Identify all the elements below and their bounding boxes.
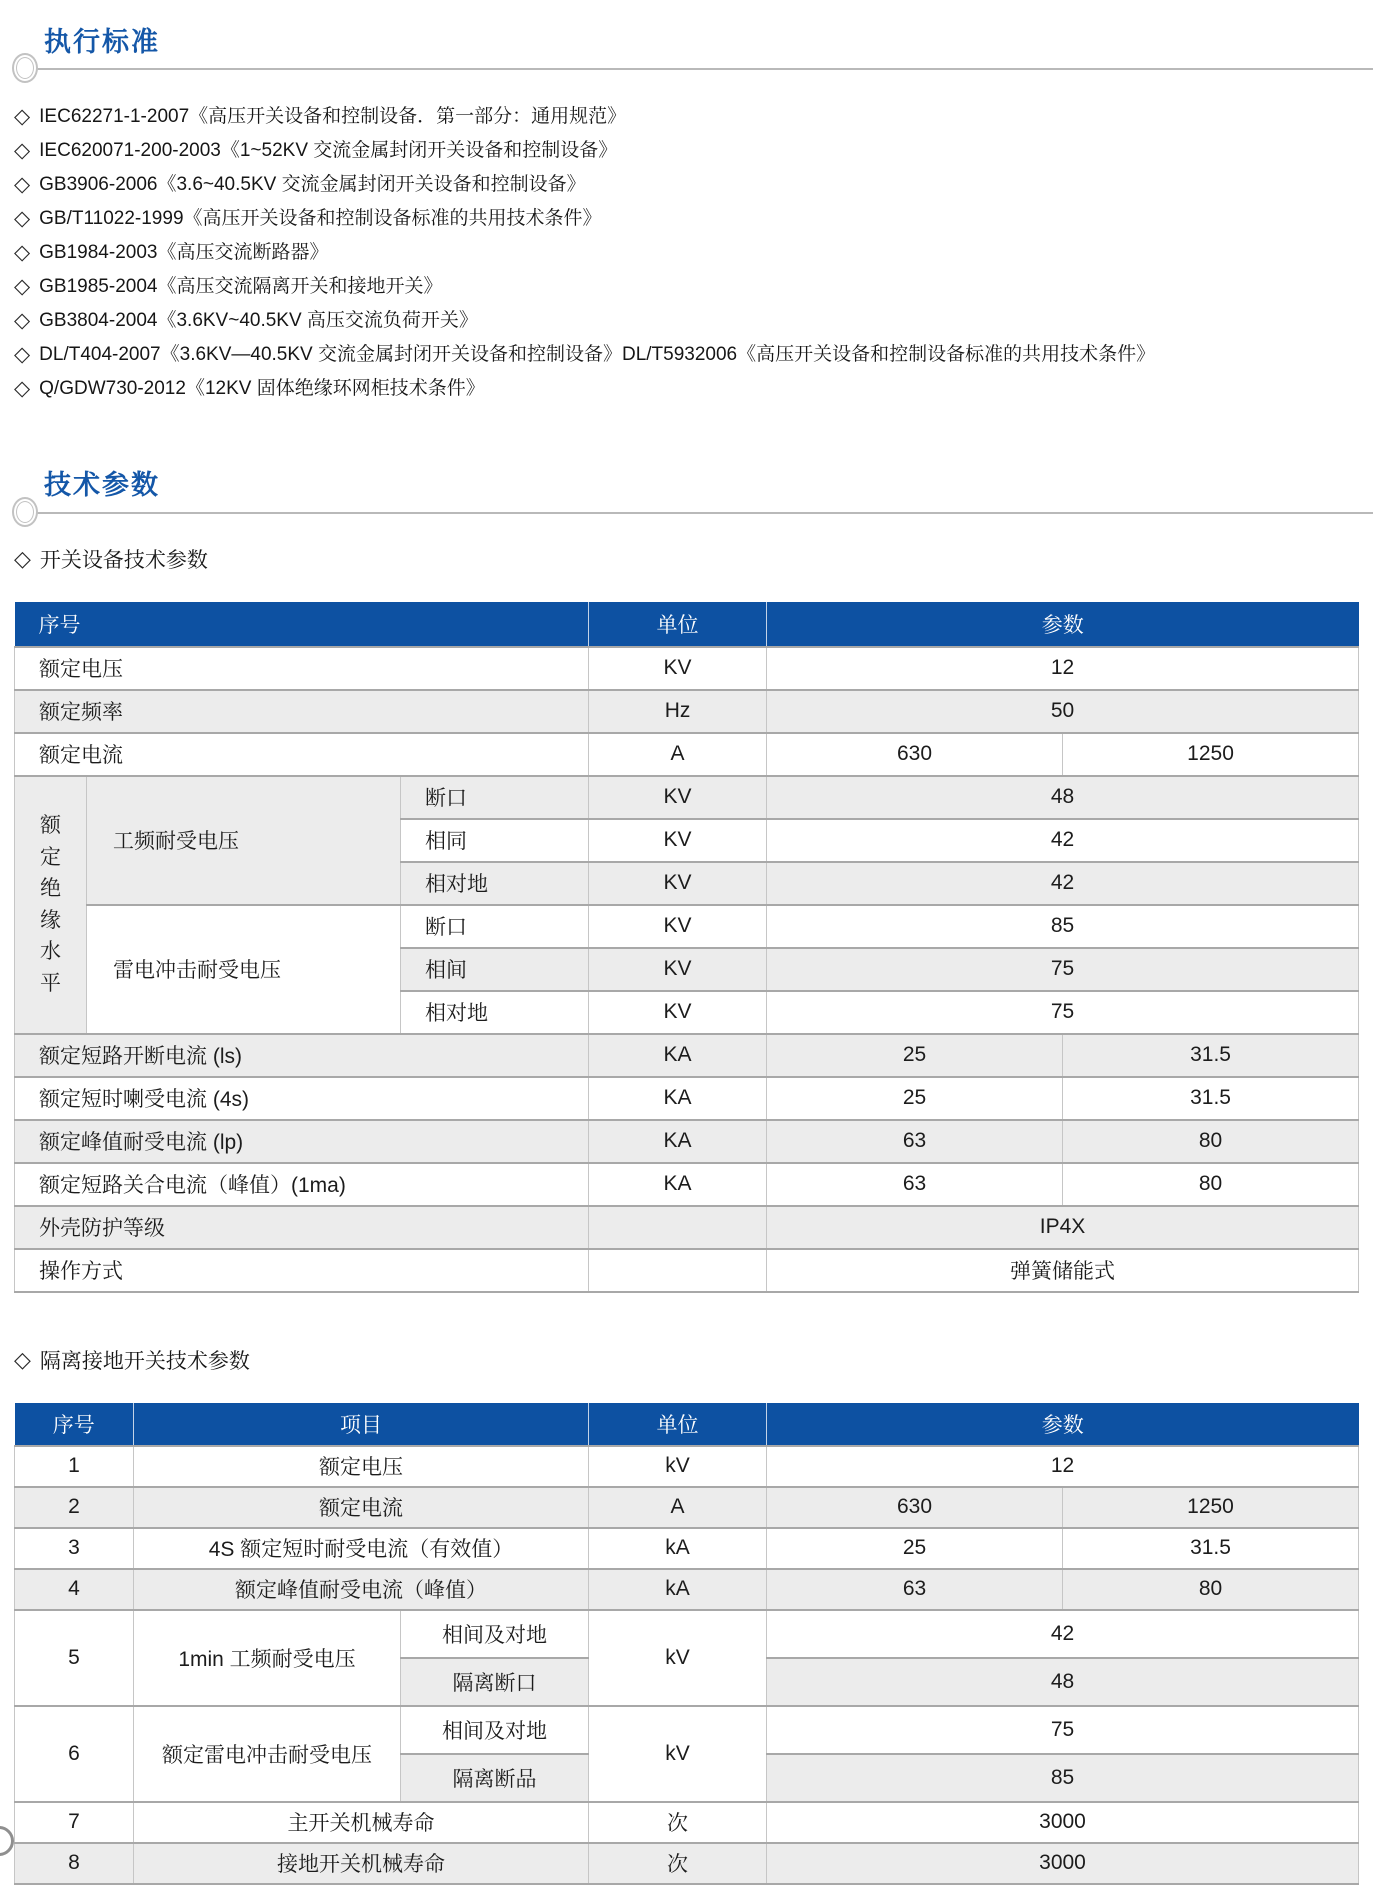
value-cell: 3000 xyxy=(767,1802,1359,1843)
unit-cell: KA xyxy=(589,1120,767,1163)
value-cell: 弹簧储能式 xyxy=(767,1249,1359,1292)
no-cell: 3 xyxy=(15,1528,134,1569)
value-cell: 12 xyxy=(767,1446,1359,1487)
sub-label-cell: 相间 xyxy=(401,948,589,991)
sub-label-cell: 相同 xyxy=(401,819,589,862)
param-name-cell: 4S 额定短时耐受电流（有效值） xyxy=(134,1528,589,1569)
switchgear-params-table xyxy=(14,602,1359,1293)
value-cell: 80 xyxy=(1063,1163,1359,1206)
value-cell: 630 xyxy=(767,1487,1063,1528)
group-name-cell: 雷电冲击耐受电压 xyxy=(87,905,401,1034)
param-name-cell: 外壳防护等级 xyxy=(15,1206,589,1249)
section-header-standards xyxy=(14,26,1358,70)
sub-label-cell: 隔离断口 xyxy=(401,1658,589,1706)
standard-text: DL/T404-2007《3.6KV—40.5KV 交流金属封闭开关设备和控制设备》DL/T5932006《高压开关设备和控制设备标准的共用技术条件》 xyxy=(39,344,1156,366)
subtitle-text: 开关设备技术参数 xyxy=(39,548,208,572)
unit-cell: kV xyxy=(589,1446,767,1487)
sub-label-cell: 相对地 xyxy=(401,991,589,1034)
vertical-label: 额定绝缘水平 xyxy=(40,814,61,995)
value-cell: 80 xyxy=(1063,1120,1359,1163)
table-row xyxy=(15,1077,1359,1120)
section-title-standards: 执行标准 xyxy=(44,27,160,57)
partial-ring-decoration xyxy=(0,1826,14,1856)
value-cell: 31.5 xyxy=(1063,1077,1359,1120)
standard-text: GB1985-2004《高压交流隔离开关和接地开关》 xyxy=(39,276,443,298)
param-name-cell: 操作方式 xyxy=(15,1249,589,1292)
table-row xyxy=(15,733,1359,776)
no-cell: 6 xyxy=(15,1706,134,1802)
table-row xyxy=(15,1206,1359,1249)
section-ring-icon xyxy=(12,497,38,527)
section-ring-icon xyxy=(12,53,38,83)
value-cell: IP4X xyxy=(767,1206,1359,1249)
value-cell: 75 xyxy=(767,991,1359,1034)
unit-cell: KA xyxy=(589,1163,767,1206)
group-name-cell: 额定雷电冲击耐受电压 xyxy=(134,1706,401,1802)
table-row xyxy=(15,1249,1359,1292)
sub-label-cell: 相间及对地 xyxy=(401,1706,589,1754)
header-cell-no: 序号 xyxy=(15,1403,134,1446)
standard-item xyxy=(14,310,1358,331)
value-cell: 80 xyxy=(1063,1569,1359,1610)
param-name-cell: 额定短时喇受电流 (4s) xyxy=(15,1077,589,1120)
unit-cell: A xyxy=(589,1487,767,1528)
diamond-bullet-icon: ◇ xyxy=(14,139,31,163)
value-cell: 31.5 xyxy=(1063,1528,1359,1569)
value-cell: 25 xyxy=(767,1034,1063,1077)
subtitle-switchgear xyxy=(14,544,1358,574)
standard-text: GB1984-2003《高压交流断路器》 xyxy=(39,242,329,264)
param-name-cell: 额定峰值耐受电流 (lp) xyxy=(15,1120,589,1163)
no-cell: 1 xyxy=(15,1446,134,1487)
unit-cell: kV xyxy=(589,1706,767,1802)
param-name-cell: 额定频率 xyxy=(15,690,589,733)
diamond-bullet-icon: ◇ xyxy=(14,309,31,333)
standard-text: IEC62271-1-2007《高压开关设备和控制设备．第一部分：通用规范》 xyxy=(39,106,627,128)
value-cell: 63 xyxy=(767,1569,1063,1610)
table-row xyxy=(15,1487,1359,1528)
section-header-tech-params xyxy=(14,469,1358,513)
group-name-cell: 工频耐受电压 xyxy=(87,776,401,905)
standard-text: Q/GDW730-2012《12KV 固体绝缘环网柜技术条件》 xyxy=(39,378,485,400)
standard-text: IEC620071-200-2003《1~52KV 交流金属封闭开关设备和控制设备》 xyxy=(39,140,618,162)
group-name-cell: 1min 工频耐受电压 xyxy=(134,1610,401,1706)
table-row xyxy=(15,1034,1359,1077)
header-cell-unit: 单位 xyxy=(589,602,767,647)
table-row xyxy=(15,690,1359,733)
standard-text: GB/T11022-1999《高压开关设备和控制设备标准的共用技术条件》 xyxy=(39,208,602,230)
header-cell-param: 参数 xyxy=(767,602,1359,647)
subtitle-text: 隔离接地开关技术参数 xyxy=(39,1349,250,1373)
unit-cell: KV xyxy=(589,905,767,948)
diamond-bullet-icon: ◇ xyxy=(14,275,31,299)
value-cell: 50 xyxy=(767,690,1359,733)
standard-item xyxy=(14,378,1358,399)
table-row xyxy=(15,1120,1359,1163)
unit-cell: KA xyxy=(589,1077,767,1120)
sub-label-cell: 相间及对地 xyxy=(401,1610,589,1658)
param-name-cell: 额定电流 xyxy=(134,1487,589,1528)
table-row xyxy=(15,1802,1359,1843)
table-row xyxy=(15,1569,1359,1610)
no-cell: 5 xyxy=(15,1610,134,1706)
unit-cell: KA xyxy=(589,1034,767,1077)
value-cell: 63 xyxy=(767,1120,1063,1163)
standard-text: GB3804-2004《3.6KV~40.5KV 高压交流负荷开关》 xyxy=(39,310,478,332)
value-cell: 630 xyxy=(767,733,1063,776)
table-row xyxy=(15,1610,1359,1658)
value-cell: 85 xyxy=(767,1754,1359,1802)
table-row xyxy=(15,776,1359,819)
standard-item xyxy=(14,276,1358,297)
sub-label-cell: 断口 xyxy=(401,776,589,819)
no-cell: 4 xyxy=(15,1569,134,1610)
standard-item xyxy=(14,242,1358,263)
standard-item xyxy=(14,208,1358,229)
unit-cell: kA xyxy=(589,1528,767,1569)
param-name-cell: 主开关机械寿命 xyxy=(134,1802,589,1843)
section-divider xyxy=(34,512,1373,514)
sub-label-cell: 隔离断品 xyxy=(401,1754,589,1802)
table-header-row xyxy=(15,602,1359,647)
table-row xyxy=(15,647,1359,690)
value-cell: 1250 xyxy=(1063,733,1359,776)
value-cell: 42 xyxy=(767,819,1359,862)
table-row xyxy=(15,1446,1359,1487)
unit-cell: KV xyxy=(589,862,767,905)
param-name-cell: 额定电压 xyxy=(134,1446,589,1487)
value-cell: 25 xyxy=(767,1528,1063,1569)
standard-item xyxy=(14,344,1358,365)
value-cell: 48 xyxy=(767,1658,1359,1706)
value-cell: 48 xyxy=(767,776,1359,819)
header-cell-no: 序号 xyxy=(15,602,589,647)
unit-cell: kA xyxy=(589,1569,767,1610)
unit-cell: kV xyxy=(589,1610,767,1706)
header-cell-item: 项目 xyxy=(134,1403,589,1446)
value-cell: 31.5 xyxy=(1063,1034,1359,1077)
section-title-tech-params: 技术参数 xyxy=(44,470,160,501)
unit-cell: Hz xyxy=(589,690,767,733)
diamond-bullet-icon: ◇ xyxy=(14,1347,31,1373)
unit-cell: KV xyxy=(589,776,767,819)
value-cell: 25 xyxy=(767,1077,1063,1120)
unit-cell: KV xyxy=(589,819,767,862)
unit-cell: 次 xyxy=(589,1843,767,1884)
param-name-cell: 接地开关机械寿命 xyxy=(134,1843,589,1884)
standards-list xyxy=(14,106,1358,399)
param-name-cell: 额定电压 xyxy=(15,647,589,690)
unit-cell: KV xyxy=(589,991,767,1034)
param-name-cell: 额定短路关合电流（峰值）(1ma) xyxy=(15,1163,589,1206)
header-cell-param: 参数 xyxy=(767,1403,1359,1446)
sub-label-cell: 断口 xyxy=(401,905,589,948)
param-name-cell: 额定峰值耐受电流（峰值） xyxy=(134,1569,589,1610)
value-cell: 42 xyxy=(767,862,1359,905)
sub-label-cell: 相对地 xyxy=(401,862,589,905)
subtitle-isolator xyxy=(14,1345,1358,1375)
no-cell: 7 xyxy=(15,1802,134,1843)
standard-item xyxy=(14,140,1358,161)
unit-cell: 次 xyxy=(589,1802,767,1843)
no-cell: 8 xyxy=(15,1843,134,1884)
diamond-bullet-icon: ◇ xyxy=(14,207,31,231)
value-cell: 12 xyxy=(767,647,1359,690)
table-row xyxy=(15,1843,1359,1884)
table-header-row xyxy=(15,1403,1359,1446)
no-cell: 2 xyxy=(15,1487,134,1528)
unit-cell: KV xyxy=(589,948,767,991)
standard-item xyxy=(14,106,1358,127)
table-row xyxy=(15,1528,1359,1569)
diamond-bullet-icon: ◇ xyxy=(14,546,31,572)
table-row xyxy=(15,1163,1359,1206)
unit-cell: A xyxy=(589,733,767,776)
standard-item xyxy=(14,174,1358,195)
value-cell: 75 xyxy=(767,1706,1359,1754)
unit-cell xyxy=(589,1249,767,1292)
diamond-bullet-icon: ◇ xyxy=(14,343,31,367)
unit-cell: KV xyxy=(589,647,767,690)
value-cell: 42 xyxy=(767,1610,1359,1658)
value-cell: 85 xyxy=(767,905,1359,948)
value-cell: 63 xyxy=(767,1163,1063,1206)
unit-cell xyxy=(589,1206,767,1249)
value-cell: 3000 xyxy=(767,1843,1359,1884)
table-row xyxy=(15,905,1359,948)
insulation-level-cell xyxy=(15,776,87,1034)
diamond-bullet-icon: ◇ xyxy=(14,105,31,129)
header-cell-unit: 单位 xyxy=(589,1403,767,1446)
diamond-bullet-icon: ◇ xyxy=(14,173,31,197)
section-divider xyxy=(34,68,1373,70)
param-name-cell: 额定短路开断电流 (ls) xyxy=(15,1034,589,1077)
value-cell: 75 xyxy=(767,948,1359,991)
param-name-cell: 额定电流 xyxy=(15,733,589,776)
diamond-bullet-icon: ◇ xyxy=(14,241,31,265)
table-row xyxy=(15,1706,1359,1754)
isolator-params-table xyxy=(14,1403,1359,1885)
standard-text: GB3906-2006《3.6~40.5KV 交流金属封闭开关设备和控制设备》 xyxy=(39,174,586,196)
diamond-bullet-icon: ◇ xyxy=(14,377,31,401)
value-cell: 1250 xyxy=(1063,1487,1359,1528)
